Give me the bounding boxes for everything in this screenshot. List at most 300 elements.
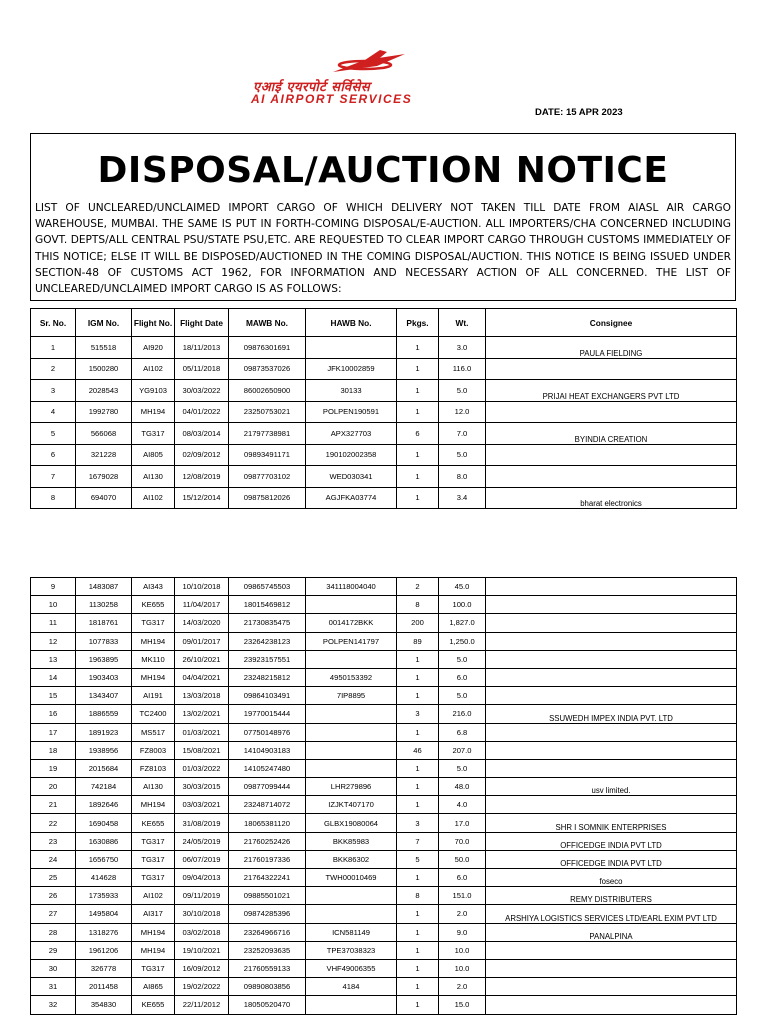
table-cell: 5.0 xyxy=(439,687,486,705)
table-cell: 28 xyxy=(31,923,76,941)
table-cell: 9 xyxy=(31,578,76,596)
table-cell: MH194 xyxy=(132,941,175,959)
table-cell: 1656750 xyxy=(76,850,132,868)
table-row xyxy=(31,850,737,868)
table-cell: 14 xyxy=(31,668,76,686)
table-cell: 21764322241 xyxy=(229,869,306,887)
table-cell: 2015684 xyxy=(76,759,132,777)
table-cell: 1 xyxy=(397,778,439,796)
table-cell: 326778 xyxy=(76,959,132,977)
table-cell: 190102002358 xyxy=(306,444,397,466)
table-cell: AGJFKA03774 xyxy=(306,487,397,509)
table-cell: 1818761 xyxy=(76,614,132,632)
table-cell: 116.0 xyxy=(439,358,486,380)
consignee-cell xyxy=(486,578,737,596)
table-cell: 01/03/2021 xyxy=(175,723,229,741)
table-cell: 30/10/2018 xyxy=(175,905,229,923)
table-cell: TWH00010469 xyxy=(306,869,397,887)
consignee-cell: BYINDIA CREATION xyxy=(486,423,737,445)
table-cell: 742184 xyxy=(76,778,132,796)
table-cell: 09877099444 xyxy=(229,778,306,796)
table-cell: 8.0 xyxy=(439,466,486,488)
table-cell: 6.8 xyxy=(439,723,486,741)
table-cell: 200 xyxy=(397,614,439,632)
consignee-cell xyxy=(486,668,737,686)
table-cell: 5 xyxy=(397,850,439,868)
logo-hindi-text: एआई एयरपोर्ट सर्विसेस xyxy=(253,80,371,95)
table-cell xyxy=(306,887,397,905)
table-cell: 30 xyxy=(31,959,76,977)
table-cell: 45.0 xyxy=(439,578,486,596)
table-cell: BKK86302 xyxy=(306,850,397,868)
table-cell: 19770015444 xyxy=(229,705,306,723)
table-cell: 6.0 xyxy=(439,668,486,686)
table-row xyxy=(31,401,737,423)
table-row xyxy=(31,578,737,596)
table-cell xyxy=(306,905,397,923)
table-cell: 07750148976 xyxy=(229,723,306,741)
table-cell: 14/03/2020 xyxy=(175,614,229,632)
table-cell xyxy=(306,705,397,723)
consignee-cell xyxy=(486,959,737,977)
table-cell: 2.0 xyxy=(439,978,486,996)
table-cell: 48.0 xyxy=(439,778,486,796)
consignee-cell xyxy=(486,466,737,488)
table-cell: 8 xyxy=(397,596,439,614)
col-header: IGM No. xyxy=(76,309,132,337)
table-cell xyxy=(306,650,397,668)
table-cell: AI805 xyxy=(132,444,175,466)
table-cell: 1077833 xyxy=(76,632,132,650)
table-cell: 7IP8895 xyxy=(306,687,397,705)
table-cell: TG317 xyxy=(132,959,175,977)
consignee-cell: OFFICEDGE INDIA PVT LTD xyxy=(486,832,737,850)
table-cell: 5 xyxy=(31,423,76,445)
table-cell: 11 xyxy=(31,614,76,632)
table-cell: APX327703 xyxy=(306,423,397,445)
table-cell: 1500280 xyxy=(76,358,132,380)
table-cell: 151.0 xyxy=(439,887,486,905)
table-cell xyxy=(306,337,397,359)
table-row xyxy=(31,423,737,445)
table-cell: 20 xyxy=(31,778,76,796)
table-cell: TG317 xyxy=(132,614,175,632)
table-cell: MK110 xyxy=(132,650,175,668)
table-row xyxy=(31,668,737,686)
table-cell: 23264238123 xyxy=(229,632,306,650)
table-cell: 2 xyxy=(31,358,76,380)
table-cell: 10.0 xyxy=(439,959,486,977)
table-cell: 1,250.0 xyxy=(439,632,486,650)
table-cell: 1 xyxy=(397,759,439,777)
table-row xyxy=(31,466,737,488)
table-cell: 1130258 xyxy=(76,596,132,614)
table-cell: 1 xyxy=(397,996,439,1014)
consignee-cell: bharat electronics xyxy=(486,487,737,509)
table-row xyxy=(31,996,737,1014)
consignee-cell: PAULA FIELDING xyxy=(486,337,737,359)
table-cell: 341118004040 xyxy=(306,578,397,596)
table-cell: 1892646 xyxy=(76,796,132,814)
table-cell: 1 xyxy=(397,401,439,423)
table-cell: 5.0 xyxy=(439,444,486,466)
table-cell: AI102 xyxy=(132,487,175,509)
table-cell: 1343407 xyxy=(76,687,132,705)
table-cell: KE655 xyxy=(132,596,175,614)
table-cell: 4950153392 xyxy=(306,668,397,686)
table-cell: TG317 xyxy=(132,850,175,868)
table-cell: POLPEN190591 xyxy=(306,401,397,423)
table-cell: 216.0 xyxy=(439,705,486,723)
table-cell: 10.0 xyxy=(439,941,486,959)
table-cell: 25 xyxy=(31,869,76,887)
table-cell: 8 xyxy=(31,487,76,509)
table-cell: 3 xyxy=(397,814,439,832)
table-cell: 3.4 xyxy=(439,487,486,509)
table-cell: 14105247480 xyxy=(229,759,306,777)
table-cell: 19/02/2022 xyxy=(175,978,229,996)
consignee-cell xyxy=(486,687,737,705)
table-cell: 4 xyxy=(31,401,76,423)
col-header: HAWB No. xyxy=(306,309,397,337)
table-cell: 15/08/2021 xyxy=(175,741,229,759)
table-cell: 11/04/2017 xyxy=(175,596,229,614)
table-cell: 2028543 xyxy=(76,380,132,402)
table-cell: 19/10/2021 xyxy=(175,941,229,959)
table-cell: ICN581149 xyxy=(306,923,397,941)
table-cell: 04/04/2021 xyxy=(175,668,229,686)
table-cell: 4.0 xyxy=(439,796,486,814)
table-cell: 1 xyxy=(397,358,439,380)
table-cell: 1 xyxy=(397,869,439,887)
table-cell: AI130 xyxy=(132,778,175,796)
table-cell: 1 xyxy=(397,337,439,359)
table-cell: 09873537026 xyxy=(229,358,306,380)
consignee-cell xyxy=(486,796,737,814)
table-cell: MH194 xyxy=(132,401,175,423)
table-cell: 1735933 xyxy=(76,887,132,905)
table-cell: MH194 xyxy=(132,668,175,686)
table-cell: 1903403 xyxy=(76,668,132,686)
table-cell: 12.0 xyxy=(439,401,486,423)
table-row xyxy=(31,923,737,941)
table-cell xyxy=(306,759,397,777)
table-cell: 3 xyxy=(397,705,439,723)
table-cell: 09/04/2013 xyxy=(175,869,229,887)
table-cell: 12 xyxy=(31,632,76,650)
table-cell: 22/11/2012 xyxy=(175,996,229,1014)
table-cell: 23248215812 xyxy=(229,668,306,686)
table-cell: 46 xyxy=(397,741,439,759)
table-cell: 1963895 xyxy=(76,650,132,668)
table-cell: 1 xyxy=(397,723,439,741)
table-cell: AI865 xyxy=(132,978,175,996)
table-cell: 23252093635 xyxy=(229,941,306,959)
table-cell: 9.0 xyxy=(439,923,486,941)
table-cell: 09877703102 xyxy=(229,466,306,488)
table-cell: 30133 xyxy=(306,380,397,402)
table-row xyxy=(31,380,737,402)
table-row xyxy=(31,614,737,632)
consignee-cell xyxy=(486,614,737,632)
table-cell: 1483087 xyxy=(76,578,132,596)
table-cell: 10 xyxy=(31,596,76,614)
table-cell: 09874285396 xyxy=(229,905,306,923)
table-cell: 12/08/2019 xyxy=(175,466,229,488)
table-cell: 18050520470 xyxy=(229,996,306,1014)
table-cell: 2 xyxy=(397,578,439,596)
table-cell: 04/01/2022 xyxy=(175,401,229,423)
aiasl-logo xyxy=(215,30,535,110)
table-cell: 1886559 xyxy=(76,705,132,723)
table-cell: AI102 xyxy=(132,887,175,905)
table-cell: KE655 xyxy=(132,814,175,832)
table-cell: 1 xyxy=(397,487,439,509)
table-cell: 1318276 xyxy=(76,923,132,941)
table-cell: 31 xyxy=(31,978,76,996)
table-cell: TG317 xyxy=(132,869,175,887)
table-cell: 23923157551 xyxy=(229,650,306,668)
table-cell: 15 xyxy=(31,687,76,705)
table-cell: 1891923 xyxy=(76,723,132,741)
table-cell: 515518 xyxy=(76,337,132,359)
table-cell: 09865745503 xyxy=(229,578,306,596)
consignee-cell: SSUWEDH IMPEX INDIA PVT. LTD xyxy=(486,705,737,723)
consignee-cell xyxy=(486,759,737,777)
table-cell: IZJKT407170 xyxy=(306,796,397,814)
table-cell: 2011458 xyxy=(76,978,132,996)
table-cell: 18/11/2013 xyxy=(175,337,229,359)
airplane-logo-icon xyxy=(215,30,535,80)
table-row xyxy=(31,358,737,380)
table-cell: 7 xyxy=(31,466,76,488)
logo-english-text: AI AIRPORT SERVICES xyxy=(251,92,413,106)
table-cell: 5.0 xyxy=(439,650,486,668)
table-cell: 09890803856 xyxy=(229,978,306,996)
table-cell: 1 xyxy=(397,687,439,705)
table-row xyxy=(31,778,737,796)
table-cell xyxy=(306,996,397,1014)
table-cell: 1630886 xyxy=(76,832,132,850)
notice-date: DATE: 15 APR 2023 xyxy=(535,107,623,118)
table-cell: TG317 xyxy=(132,832,175,850)
table-cell: 09/01/2017 xyxy=(175,632,229,650)
table-cell: 6 xyxy=(397,423,439,445)
consignee-cell xyxy=(486,358,737,380)
table-cell: 7.0 xyxy=(439,423,486,445)
consignee-cell xyxy=(486,650,737,668)
table-cell: 1 xyxy=(397,380,439,402)
table-cell: WED030341 xyxy=(306,466,397,488)
table-cell: 1 xyxy=(397,650,439,668)
table-row xyxy=(31,596,737,614)
table-cell: 18015469812 xyxy=(229,596,306,614)
table-row xyxy=(31,687,737,705)
consignee-cell xyxy=(486,596,737,614)
table-cell: 26 xyxy=(31,887,76,905)
consignee-cell xyxy=(486,444,737,466)
table-cell: 24/05/2019 xyxy=(175,832,229,850)
table-cell: 26/10/2021 xyxy=(175,650,229,668)
table-cell: MH194 xyxy=(132,796,175,814)
table-cell: 24 xyxy=(31,850,76,868)
table-cell: AI130 xyxy=(132,466,175,488)
table-row xyxy=(31,869,737,887)
table-cell: 1 xyxy=(397,923,439,941)
table-cell: 321228 xyxy=(76,444,132,466)
consignee-cell xyxy=(486,723,737,741)
table-cell: 30/03/2015 xyxy=(175,778,229,796)
table-cell: 70.0 xyxy=(439,832,486,850)
consignee-cell xyxy=(486,978,737,996)
col-header: Pkgs. xyxy=(397,309,439,337)
table-cell: 09875812026 xyxy=(229,487,306,509)
table-cell: AI920 xyxy=(132,337,175,359)
table-row xyxy=(31,723,737,741)
table-cell: 21730835475 xyxy=(229,614,306,632)
consignee-cell xyxy=(486,401,737,423)
table-cell: 09864103491 xyxy=(229,687,306,705)
table-cell: 21760197336 xyxy=(229,850,306,868)
cargo-table-part1 xyxy=(30,308,737,509)
table-cell: 18 xyxy=(31,741,76,759)
table-cell: MH194 xyxy=(132,923,175,941)
table-cell: TPE37038323 xyxy=(306,941,397,959)
table-cell: 17.0 xyxy=(439,814,486,832)
consignee-cell xyxy=(486,741,737,759)
cargo-table-part2 xyxy=(30,577,737,1015)
table-cell: 1 xyxy=(397,668,439,686)
table-cell: 414628 xyxy=(76,869,132,887)
table-cell: 207.0 xyxy=(439,741,486,759)
table-cell: 1 xyxy=(397,444,439,466)
table-row xyxy=(31,632,737,650)
table-cell: 86002650900 xyxy=(229,380,306,402)
table-cell: 03/02/2018 xyxy=(175,923,229,941)
table-cell: 10/10/2018 xyxy=(175,578,229,596)
table-cell: 1 xyxy=(397,796,439,814)
table-cell: 1938956 xyxy=(76,741,132,759)
table-cell: 15/12/2014 xyxy=(175,487,229,509)
table-cell: MS517 xyxy=(132,723,175,741)
col-header: Flight No. xyxy=(132,309,175,337)
table-cell: AI317 xyxy=(132,905,175,923)
consignee-cell xyxy=(486,632,737,650)
col-header: Wt. xyxy=(439,309,486,337)
table-cell: 22 xyxy=(31,814,76,832)
table-cell: FZ8103 xyxy=(132,759,175,777)
table-cell: 1 xyxy=(31,337,76,359)
table-cell: 13/02/2021 xyxy=(175,705,229,723)
notice-title: DISPOSAL/AUCTION NOTICE xyxy=(97,150,669,191)
consignee-cell: PRIJAI HEAT EXCHANGERS PVT LTD xyxy=(486,380,737,402)
table-row xyxy=(31,705,737,723)
table-cell: 354830 xyxy=(76,996,132,1014)
table-cell: 31/08/2019 xyxy=(175,814,229,832)
table-cell: 1 xyxy=(397,978,439,996)
table-cell: 06/07/2019 xyxy=(175,850,229,868)
table-cell: 09876301691 xyxy=(229,337,306,359)
table-cell: 1679028 xyxy=(76,466,132,488)
table-cell: 09/11/2019 xyxy=(175,887,229,905)
table-cell: 1495804 xyxy=(76,905,132,923)
table-row xyxy=(31,487,737,509)
table-cell: 08/03/2014 xyxy=(175,423,229,445)
table-cell: 5.0 xyxy=(439,380,486,402)
table-cell: BKK85983 xyxy=(306,832,397,850)
table-cell xyxy=(306,596,397,614)
table-cell: 29 xyxy=(31,941,76,959)
table-row xyxy=(31,796,737,814)
table-cell: 16 xyxy=(31,705,76,723)
table-row xyxy=(31,978,737,996)
table-cell: 1 xyxy=(397,905,439,923)
table-cell: AI102 xyxy=(132,358,175,380)
table-cell: 23248714072 xyxy=(229,796,306,814)
table-cell: 27 xyxy=(31,905,76,923)
table-cell: 8 xyxy=(397,887,439,905)
table-cell: 15.0 xyxy=(439,996,486,1014)
table-row xyxy=(31,741,737,759)
consignee-cell xyxy=(486,996,737,1014)
table-cell: 05/11/2018 xyxy=(175,358,229,380)
col-header: MAWB No. xyxy=(229,309,306,337)
consignee-cell: REMY DISTRIBUTERS xyxy=(486,887,737,905)
table-cell: 21797738981 xyxy=(229,423,306,445)
col-header: Sr. No. xyxy=(31,309,76,337)
table-cell: 09893491171 xyxy=(229,444,306,466)
consignee-cell: PANALPINA xyxy=(486,923,737,941)
table-cell: 02/09/2012 xyxy=(175,444,229,466)
table-cell xyxy=(306,723,397,741)
table-row xyxy=(31,650,737,668)
table-cell: 13 xyxy=(31,650,76,668)
table-cell: AI343 xyxy=(132,578,175,596)
table-cell: 4184 xyxy=(306,978,397,996)
table-cell: 100.0 xyxy=(439,596,486,614)
table-cell: FZ8003 xyxy=(132,741,175,759)
table-cell: 19 xyxy=(31,759,76,777)
consignee-cell: SHR I SOMNIK ENTERPRISES xyxy=(486,814,737,832)
table-cell: 5.0 xyxy=(439,759,486,777)
table-row xyxy=(31,887,737,905)
table-cell: 7 xyxy=(397,832,439,850)
consignee-cell: usv limited. xyxy=(486,778,737,796)
table-cell: 23264966716 xyxy=(229,923,306,941)
table-row xyxy=(31,959,737,977)
table-cell: 1 xyxy=(397,941,439,959)
table-cell: 16/09/2012 xyxy=(175,959,229,977)
table-cell: 01/03/2022 xyxy=(175,759,229,777)
table-cell: AI191 xyxy=(132,687,175,705)
table-row xyxy=(31,832,737,850)
table-cell: 14104903183 xyxy=(229,741,306,759)
table-cell: VHF49006355 xyxy=(306,959,397,977)
table-cell: 6 xyxy=(31,444,76,466)
table-cell: 1690458 xyxy=(76,814,132,832)
table-row xyxy=(31,759,737,777)
table-cell: KE655 xyxy=(132,996,175,1014)
col-header: Consignee xyxy=(486,309,737,337)
table-header-row xyxy=(31,309,737,337)
table-cell xyxy=(306,741,397,759)
table-cell: 03/03/2021 xyxy=(175,796,229,814)
table-cell: 09885501021 xyxy=(229,887,306,905)
table-row xyxy=(31,941,737,959)
table-cell: GLBX19080064 xyxy=(306,814,397,832)
table-row xyxy=(31,814,737,832)
table-row xyxy=(31,905,737,923)
